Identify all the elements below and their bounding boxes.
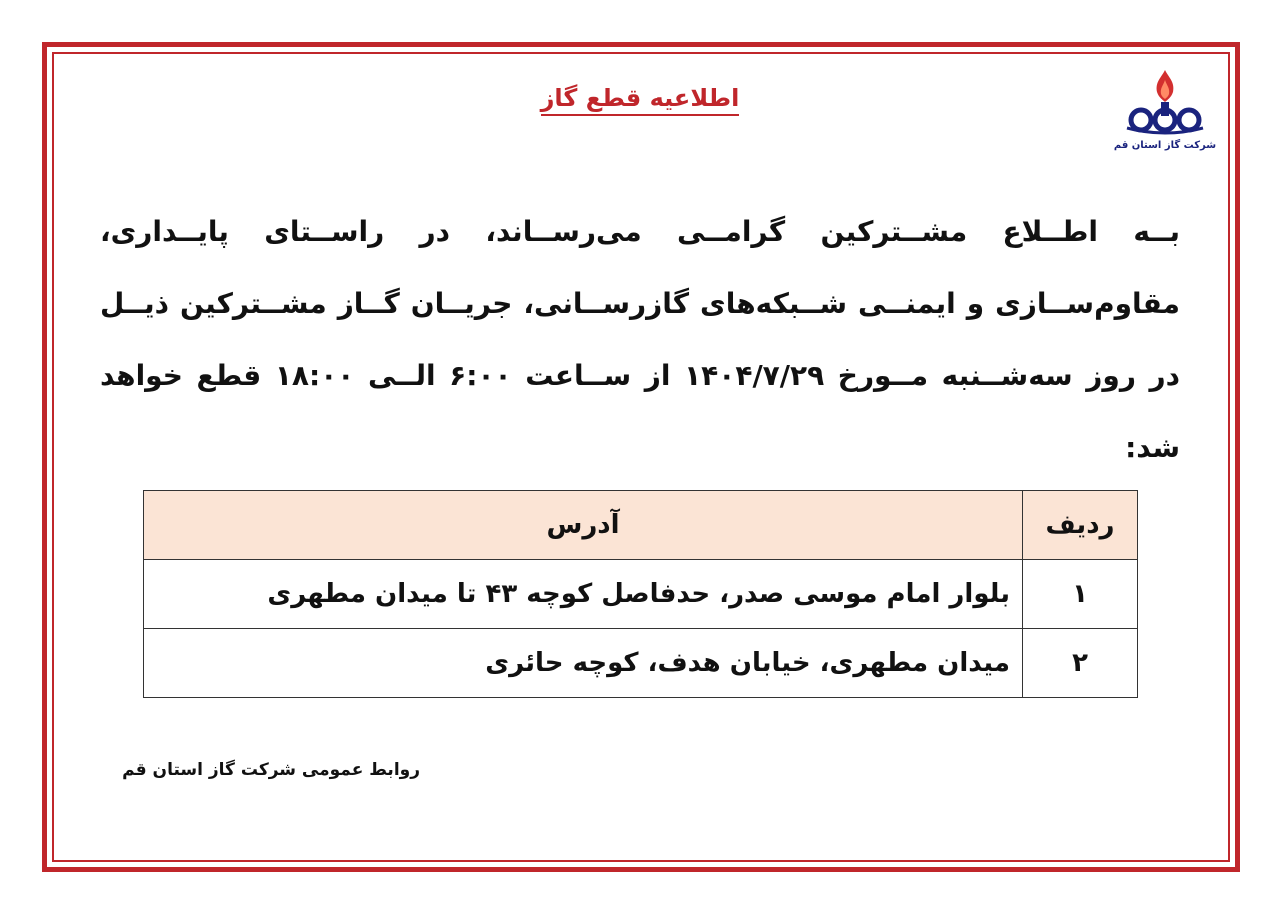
company-logo: [1112, 66, 1218, 162]
row-address: میدان مطهری، خیابان هدف، کوچه حائری: [144, 629, 1023, 698]
row-index: ۱: [1023, 560, 1138, 629]
table-header-row: [144, 491, 1138, 560]
logo-caption: شرکت گاز استان قم: [1113, 140, 1217, 151]
footer-signature: روابط عمومی شرکت گاز استان قم: [122, 760, 420, 780]
header-address: آدرس: [144, 491, 1023, 560]
gas-flame-icon: [1117, 66, 1213, 138]
header-index: ردیف: [1023, 491, 1138, 560]
address-table: [143, 490, 1138, 698]
table-row: [144, 629, 1138, 698]
announcement-body: بــه اطــلاع مشــترکین گرامــی می‌رســاند، در راســتای پایــداری، مقاوم‌ســازی و ایمنــی شــبکه‌های گازرســانی، جریــان گــاز مشــترکین ذیــل در روز سه‌شــنبه مــورخ ۱۴۰۴/۷/۲۹ از ســاعت ۶:۰۰ الــی ۱۸:۰۰ قطع خواهد شد:: [100, 215, 1181, 464]
table-row: [144, 560, 1138, 629]
row-index: ۲: [1023, 629, 1138, 698]
row-address: بلوار امام موسی صدر، حدفاصل کوچه ۴۳ تا میدان مطهری: [144, 560, 1023, 629]
page-title-wrap: [440, 84, 840, 112]
page-title: اطلاعیه قطع گاز: [541, 84, 740, 116]
